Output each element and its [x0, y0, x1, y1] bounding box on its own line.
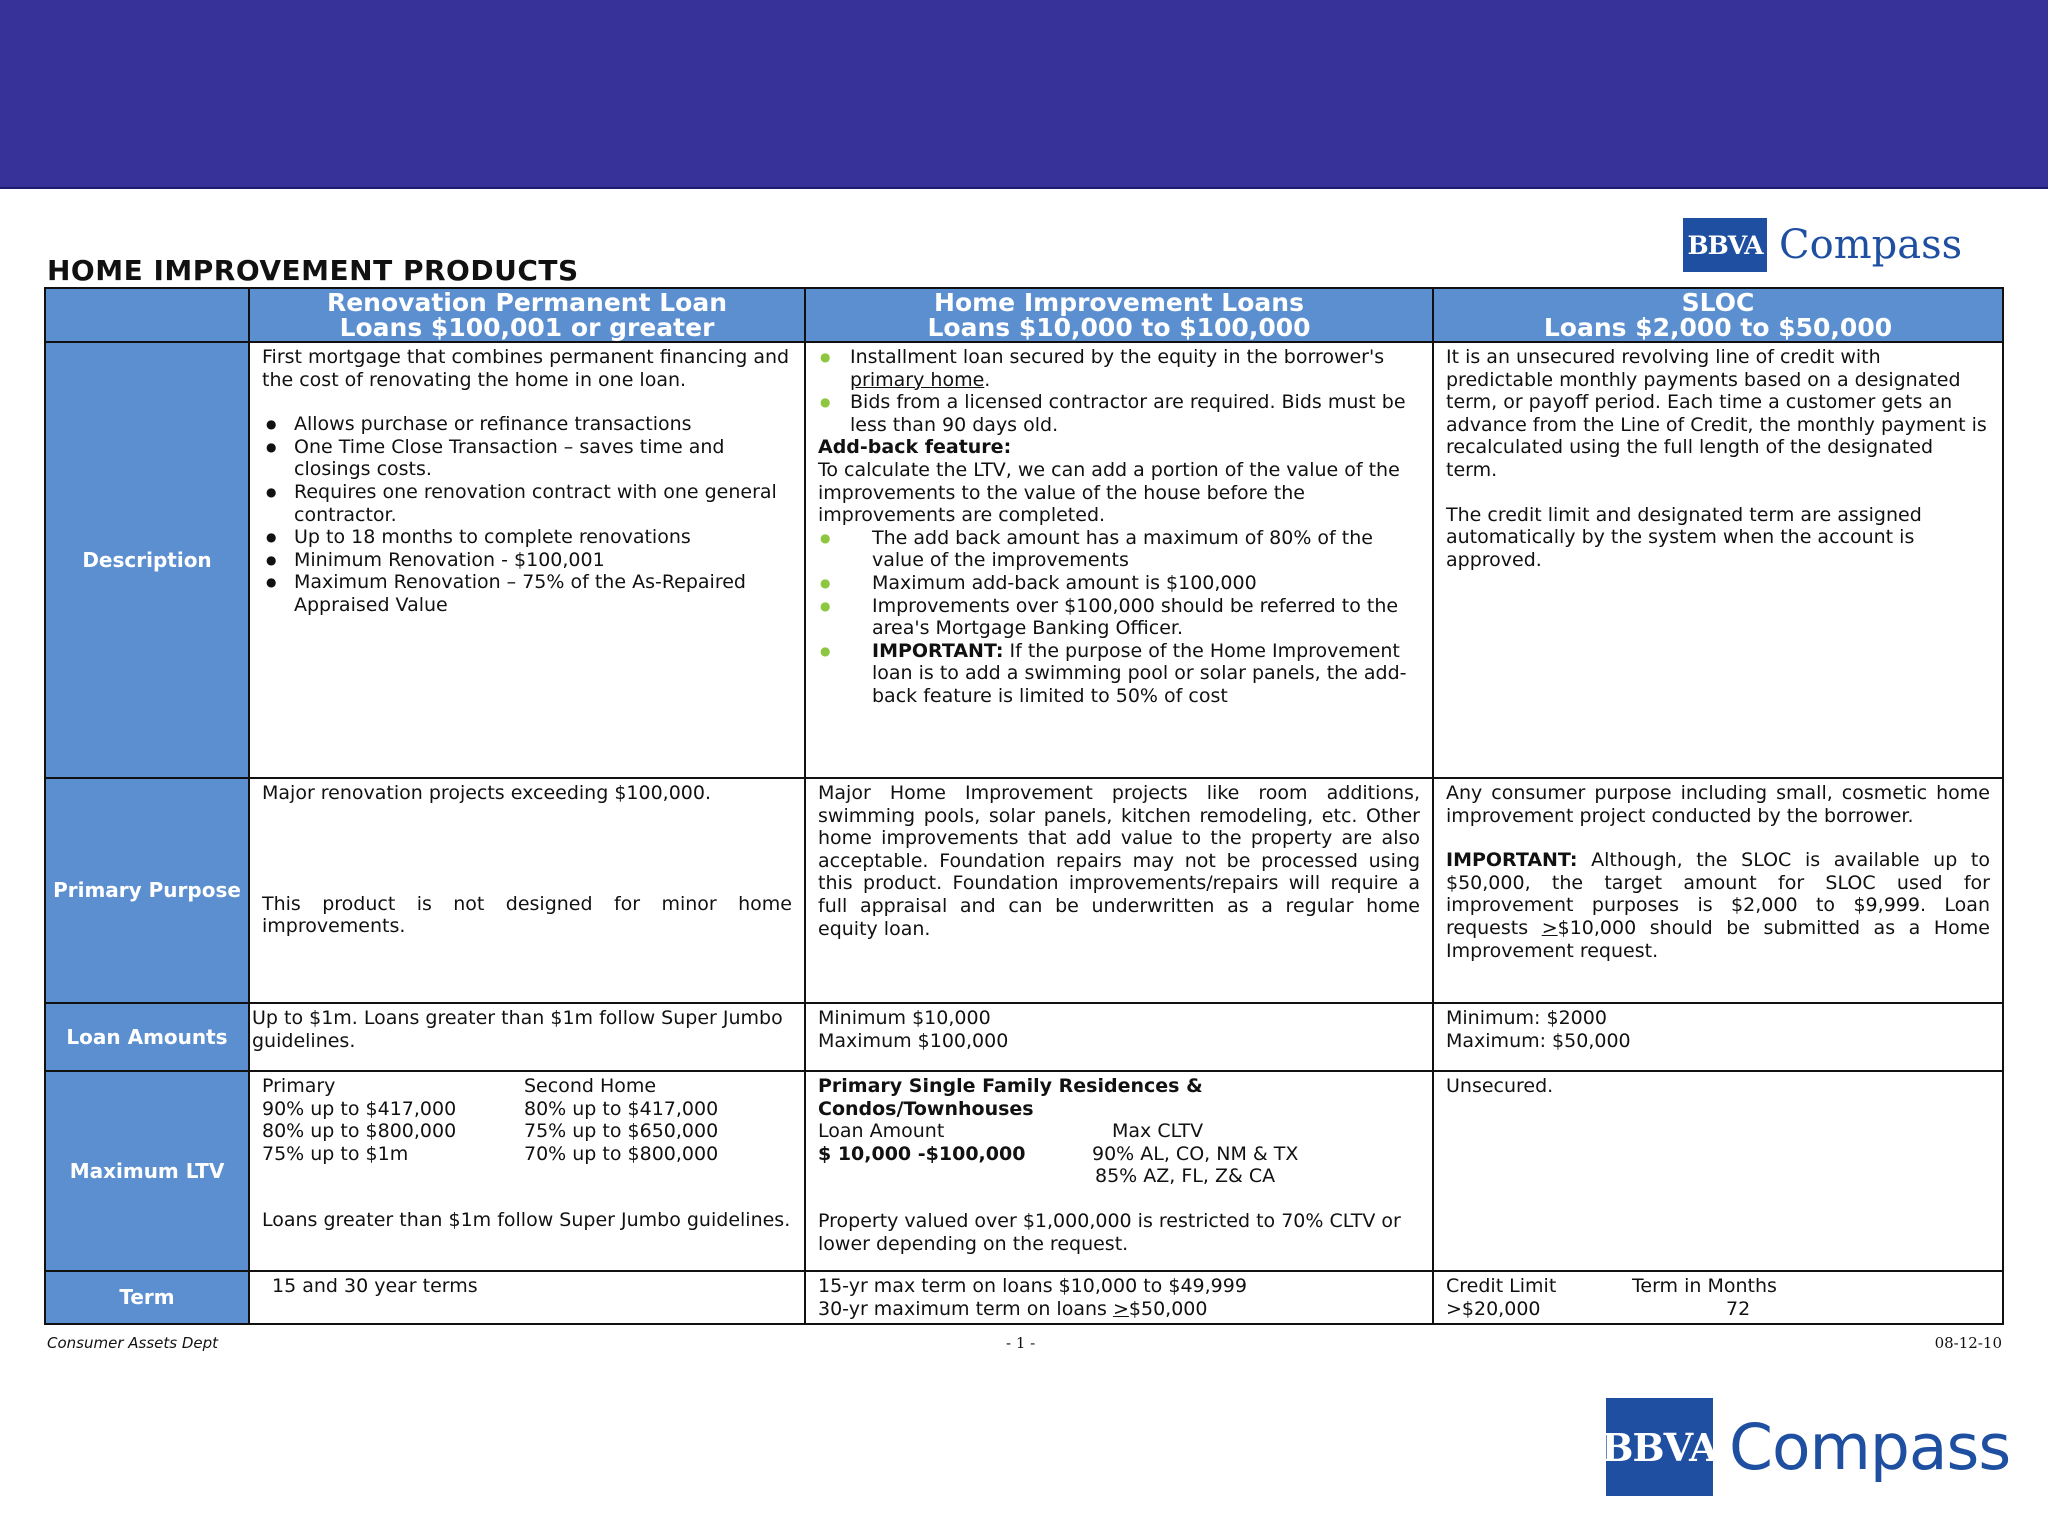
table-row-maximum-ltv	[45, 1071, 2003, 1271]
table-row-term	[45, 1271, 2003, 1324]
addback-heading: Add-back feature:	[818, 436, 1012, 459]
home-improvement-description	[805, 342, 1433, 778]
brand-logo-box: BBVA	[1606, 1398, 1713, 1496]
home-improvement-loan-amounts: Minimum $10,000 Maximum $100,000	[805, 1003, 1433, 1071]
row-header-primary-purpose: Primary Purpose	[45, 778, 249, 1003]
list-item: ● Maximum Renovation – 75% of the As-Repaired Appraised Value	[262, 571, 792, 616]
list-item: ● Installment loan secured by the equity in the borrower's primary home.	[818, 346, 1420, 391]
home-improvement-purpose: Major Home Improvement projects like room additions, swimming pools, solar panels, kitchen remodeling, etc. Other home improvements that add value to the property are also acceptable. Foundation repairs may not be processed using this product. Foundation improvements/repairs will require a full appraisal and can be underwritten as a regular home equity loan.	[805, 778, 1433, 1003]
table-row-description	[45, 342, 2003, 778]
table-row-loan-amounts	[45, 1003, 2003, 1071]
home-improvement-max-ltv: Primary Single Family Residences & Condos/Townhouses Loan Amount $ 10,000 -$100,000 Max CLTV 90% AL, CO, NM & TX 85% AZ, FL, Z& CA Property valued over $1,000,000 is restricted to 70% CLTV or lower depending on the request.	[805, 1071, 1433, 1271]
renovation-purpose: Major renovation projects exceeding $100,000. This product is not designed for minor home improvements.	[249, 778, 805, 1003]
footer-department: Consumer Assets Dept	[47, 1334, 219, 1352]
products-table	[44, 287, 2004, 1325]
list-item: ● Minimum Renovation - $100,001	[262, 549, 792, 572]
table-header-row	[45, 288, 2003, 342]
list-item: ● Requires one renovation contract with one general contractor.	[262, 481, 792, 526]
column-header-home-improvement: Home Improvement Loans Loans $10,000 to $100,000	[805, 288, 1433, 342]
renovation-feature-list	[262, 413, 792, 616]
header-corner	[45, 288, 249, 342]
list-item: ● Maximum add-back amount is $100,000	[818, 572, 1420, 595]
addback-list	[818, 527, 1420, 708]
sloc-max-ltv: Unsecured.	[1433, 1071, 2003, 1271]
row-header-description: Description	[45, 342, 249, 778]
footer-page-number: - 1 -	[1006, 1334, 1036, 1352]
brand-logo-word: Compass	[1729, 1410, 2011, 1484]
sloc-loan-amounts: Minimum: $2000 Maximum: $50,000	[1433, 1003, 2003, 1071]
sloc-description: It is an unsecured revolving line of credit with predictable monthly payments based on a designated term, or payoff period. Each time a customer gets an advance from the Line of Credit, the monthly payment is recalculated using the full length of the designated term. The credit limit and designated term are assigned automatically by the system when the account is approved.	[1433, 342, 2003, 778]
list-item: ● Bids from a licensed contractor are required. Bids must be less than 90 days old.	[818, 391, 1420, 436]
footer-date: 08-12-10	[1934, 1334, 2002, 1352]
brand-logo-top	[1683, 218, 1962, 272]
list-item: ● The add back amount has a maximum of 80% of the value of the improvements	[818, 527, 1420, 572]
list-item: ● Up to 18 months to complete renovations	[262, 526, 792, 549]
brand-logo-bottom	[1601, 1398, 2011, 1496]
list-item: ● Improvements over $100,000 should be referred to the area's Mortgage Banking Officer.	[818, 595, 1420, 640]
list-item: ● Allows purchase or refinance transactions	[262, 413, 792, 436]
hi-requirements-list	[818, 346, 1420, 436]
list-item: ● IMPORTANT: If the purpose of the Home Improvement loan is to add a swimming pool or solar panels, the add-back feature is limited to 50% of cost	[818, 640, 1420, 708]
home-improvement-term: 15-yr max term on loans $10,000 to $49,999 30-yr maximum term on loans >$50,000	[805, 1271, 1433, 1324]
row-header-loan-amounts: Loan Amounts	[45, 1003, 249, 1071]
renovation-description: First mortgage that combines permanent financing and the cost of renovating the home in one loan. ● Allows purchase or refinance transactions ● One Time Close Transaction – saves time and closings costs. ● Requires one renovation contract with one general contractor. ● Up to 18 months to complete renovations ● Minimum Renovation - $100,001 ● Maximum Renovation – 75% of the As-Repaired Appraised Value	[249, 342, 805, 778]
brand-logo-box: BBVA	[1683, 218, 1767, 272]
table-row-primary-purpose	[45, 778, 2003, 1003]
top-banner	[0, 0, 2048, 189]
sloc-purpose: Any consumer purpose including small, cosmetic home improvement project conducted by the borrower. IMPORTANT: Although, the SLOC is available up to $50,000, the target amount for SLOC used for improvement purposes is $2,000 to $9,999. Loan requests >$10,000 should be submitted as a Home Improvement request.	[1433, 778, 2003, 1003]
sloc-term: Credit Limit >$20,000 Term in Months 72	[1433, 1271, 2003, 1324]
primary-home-text: primary home	[850, 368, 985, 391]
document-title: HOME IMPROVEMENT PRODUCTS	[47, 254, 579, 287]
list-item: ● One Time Close Transaction – saves time and closings costs.	[262, 436, 792, 481]
renovation-term: 15 and 30 year terms	[249, 1271, 805, 1324]
renovation-loan-amounts: Up to $1m. Loans greater than $1m follow Super Jumbo guidelines.	[249, 1003, 805, 1071]
addback-text: To calculate the LTV, we can add a portion of the value of the improvements to the value of the house before the improvements are completed.	[818, 458, 1400, 527]
column-header-renovation: Renovation Permanent Loan Loans $100,001 or greater	[249, 288, 805, 342]
renovation-max-ltv: Primary 90% up to $417,000 80% up to $800,000 75% up to $1m Second Home 80% up to $417,000 75% up to $650,000 70% up to $800,000 Loans greater than $1m follow Super Jumbo guidelines.	[249, 1071, 805, 1271]
row-header-maximum-ltv: Maximum LTV	[45, 1071, 249, 1271]
column-header-sloc: SLOC Loans $2,000 to $50,000	[1433, 288, 2003, 342]
brand-logo-word: Compass	[1779, 222, 1963, 268]
row-header-term: Term	[45, 1271, 249, 1324]
